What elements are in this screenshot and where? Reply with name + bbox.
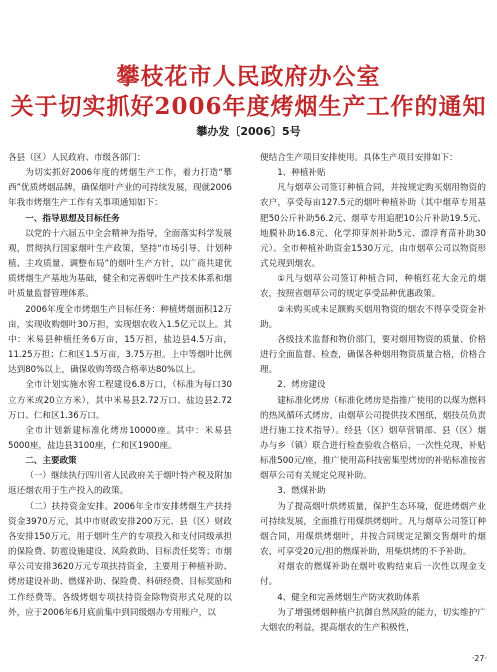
paragraph: 为切实抓好2006年度的烤烟生产工作，着力打造“攀西”优质烤烟品牌，确保烟叶产业的可持续发展，现就2006年我市烤烟生产工作有关事项通知如下： — [8, 168, 232, 209]
paragraph: 全市计划实施水窖工程建设6.8万口，（标准为每口30立方米或20立方米），其中米易县2.72万口、盐边县2.72万口、仁和区1.36万口。 — [8, 380, 232, 421]
paragraph: 2006年度全市烤烟生产目标任务：种植烤烟面积12万亩，实现收购烟叶30万担，实现烟农收入1.5亿元以上。其中：米易县种植任务6万亩，15万担，盐边县4.5万亩，11.25万担；仁和区1.5万亩，3.75万担。上中等烟叶比例达到80%以上，确保收购等级合格率达80%以上。 — [8, 304, 232, 376]
paragraph: 各县（区）人民政府、市级各部门： — [8, 153, 146, 163]
paragraph: 为了提高烟叶烘烤质量，保护生态环境，促进烤烟产业可持续发展，全面推行用煤烘烤烟叶。凡与烟草公司签订种烟合同，用煤烘烤烟叶，并按合同规定足额交售烟叶的烟农，可享受20元/担的燃煤补助，用柴烘烤的不予补助。 — [260, 501, 486, 558]
document-number: 攀办发〔2006〕5号 — [196, 125, 301, 138]
document-title-line2: 关于切实抓好2006年度烤烟生产工作的通知 — [10, 93, 487, 120]
paragraph: 2、烤房建设 — [277, 380, 326, 391]
document-title-line1: 攀枝花市人民政府办公室 — [116, 63, 381, 90]
paragraph: ①凡与烟草公司签订种植合同，种植红花大金元的烟农，按照省烟草公司的规定享受品种优惠政策。 — [260, 274, 486, 300]
paragraph: （二）扶持资金安排。2006年全市安排烤烟生产扶持资金3970万元，其中市财政安排200万元、县（区）财政各安排150万元，用于烟叶生产的专项投入和支付同级承担的保险费、防雹设施建设、风险救助、目标责任奖等；市烟草公司安排3620万元专项扶持资金，主要用于种植补助、烤房建设补助、燃煤补助、保险费、科研经费、目标奖励和工作经费等。各级烤烟专项扶持资金除物资形式兑现的以外，应于2006年6月底前集中到同级烟办专用账户，以 — [8, 501, 232, 618]
paragraph: 为了增强烤烟种植户抗御自然风险的能力，切实维护广大烟农的利益，提高烟农的生产积极性， — [260, 607, 486, 633]
paragraph: 3、燃煤补助 — [277, 486, 326, 497]
page-number: ·27· — [471, 654, 487, 663]
paragraph: 1、种植补贴 — [277, 168, 326, 179]
paragraph: 便结合生产项目安排使用。具体生产项目安排如下： — [260, 153, 458, 163]
paragraph: 全市计划新建标准化烤房10000座。其中：米易县5000座，盐边县3100座，仁和区1900座。 — [8, 425, 232, 451]
paragraph: 各级技术监督和物价部门，要对烟用物资的质量、价格进行全面监督、检查，确保各种烟用物资质量合格，价格合理。 — [260, 334, 486, 376]
paragraph: 建标准化烤房（标准化烤房是指推广使用的以煤为燃料的热风循环式烤房，由烟草公司提供技术图纸，烟技员负责进行施工技术指导）。经县（区）烟草营销部、县（区）烟办与乡（镇）联合进行检查验收合格后，一次性兑现，补贴标准500元/座，推广使用高科技密集型烤房的补贴标准按省烟草公司有关规定兑现补助。 — [260, 395, 486, 482]
paragraph: 凡与烟草公司签订种植合同，并按规定购买烟用物资的农户，享受每亩127.5元的烟叶种植补助（其中烟草专用基肥50公斤补助56.2元、烟草专用追肥10公斤补助19.5元、地膜补助16.8元、化学抑芽剂补助5元、漂浮育苗补助30元）。全市种植补助资金1530万元，由市烟草公司以物资形式兑现到烟农。 — [260, 183, 486, 270]
paragraph: 以党的十六届五中全会精神为指导，全面落实科学发展观，贯彻执行国家烟叶生产政策，坚持“市场引导、计划种植、主攻质量、调整布局”的烟叶生产方针，以广商共建优质烤烟生产基地为基础，健全和完善烟叶生产技术体系和烟叶质量监督管理体系。 — [8, 228, 232, 300]
right-column — [260, 151, 486, 636]
paragraph: 对烟农的燃煤补助在烟叶收购结束后一次性以现金支付。 — [260, 562, 486, 588]
left-column — [8, 151, 232, 621]
paragraph: （一）继续执行四川省人民政府关于烟叶特产税及附加返还烟农用于生产投入的政策。 — [8, 471, 232, 497]
section-heading: 一、指导思想及目标任务 — [25, 213, 120, 224]
paragraph: ②未购买或未足额购买烟用物资的烟农不得享受资金补助。 — [260, 304, 486, 330]
paragraph: 4、健全和完善烤烟生产防灾救助体系 — [277, 592, 421, 603]
section-heading: 二、主要政策 — [25, 456, 77, 467]
